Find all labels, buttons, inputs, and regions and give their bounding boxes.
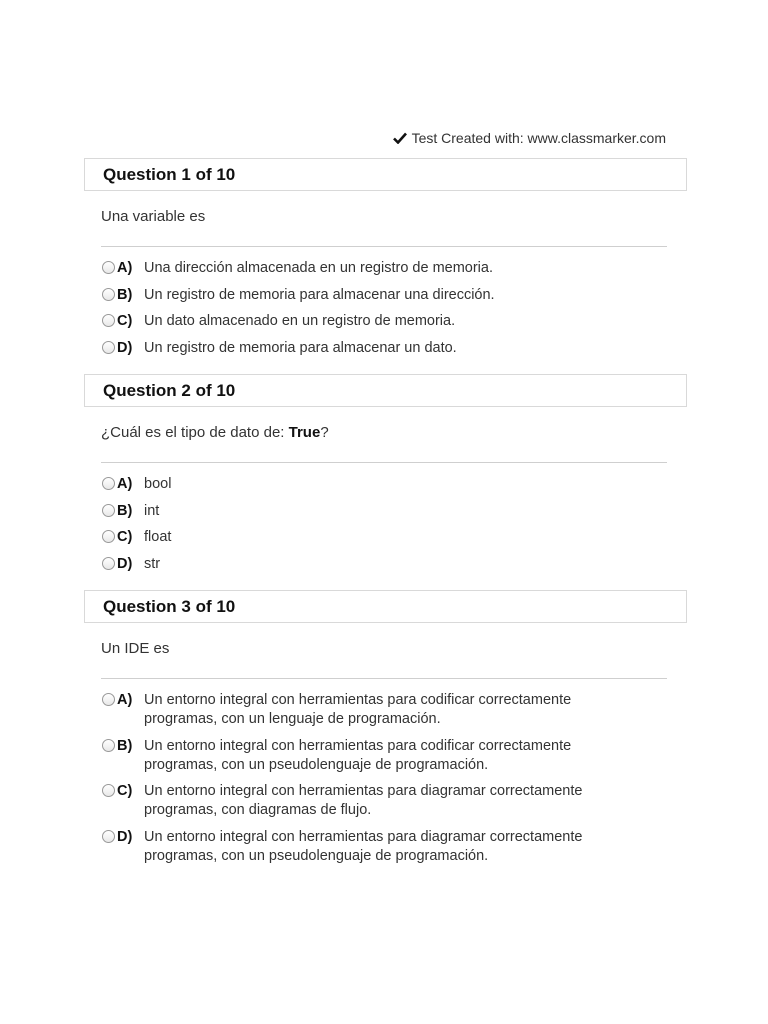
answer-option-d[interactable] (84, 339, 687, 358)
classmarker-credit (393, 130, 666, 146)
answer-option-c[interactable] (84, 782, 687, 820)
answer-text: Un entorno integral con herramientas para codificar correctamente programas, con un lenguaje de programación. (144, 692, 572, 727)
answer-text: Un entorno integral con herramientas para diagramar correctamente programas, con un pseudolenguaje de programación. (144, 828, 583, 864)
question-1 (84, 158, 687, 365)
answer-letter: B) (117, 286, 133, 303)
divider (101, 246, 667, 247)
question-header: Question 3 of 10 (84, 590, 687, 623)
radio-button[interactable] (102, 314, 115, 327)
question-text: ¿Cuál es el tipo de dato de: True? (101, 424, 329, 441)
answer-text: Un registro de memoria para almacenar una dirección. (144, 286, 495, 303)
credit-text: Test Created with: www.classmarker.com (411, 130, 666, 146)
answer-text: int (144, 502, 160, 519)
radio-button[interactable] (102, 530, 115, 543)
radio-button[interactable] (102, 341, 115, 354)
question-2 (84, 374, 687, 581)
answer-option-a[interactable] (84, 691, 687, 729)
answer-letter: C) (117, 529, 133, 545)
answer-option-b[interactable] (84, 737, 687, 775)
answer-option-d[interactable] (84, 555, 687, 574)
answer-text: bool (144, 476, 172, 492)
radio-button[interactable] (102, 477, 115, 490)
question-header: Question 1 of 10 (84, 158, 687, 191)
divider (101, 678, 667, 679)
checkmark-icon (393, 132, 407, 144)
divider (101, 462, 667, 463)
radio-button[interactable] (102, 261, 115, 274)
answer-text: float (144, 529, 172, 545)
question-text: Un IDE es (101, 640, 170, 657)
answer-letter: A) (117, 692, 133, 708)
answer-option-c[interactable] (84, 312, 687, 331)
question-3 (84, 590, 687, 873)
answer-letter: C) (117, 783, 133, 799)
radio-button[interactable] (102, 830, 115, 843)
answer-letter: A) (117, 260, 133, 276)
answer-option-d[interactable] (84, 828, 687, 866)
answer-text: Un entorno integral con herramientas para diagramar correctamente programas, con diagramas de flujo. (144, 783, 583, 818)
answer-letter: D) (117, 828, 133, 845)
answer-option-a[interactable] (84, 259, 687, 278)
radio-button[interactable] (102, 739, 115, 752)
answer-letter: B) (117, 502, 133, 519)
radio-button[interactable] (102, 557, 115, 570)
radio-button[interactable] (102, 784, 115, 797)
radio-button[interactable] (102, 288, 115, 301)
answer-letter: C) (117, 313, 133, 329)
radio-button[interactable] (102, 693, 115, 706)
answer-option-c[interactable] (84, 528, 687, 547)
answer-option-a[interactable] (84, 475, 687, 494)
answer-option-b[interactable] (84, 286, 687, 305)
question-header: Question 2 of 10 (84, 374, 687, 407)
answer-text: Un registro de memoria para almacenar un dato. (144, 339, 457, 356)
radio-button[interactable] (102, 504, 115, 517)
answer-letter: B) (117, 737, 133, 754)
answer-text: Un dato almacenado en un registro de memoria. (144, 313, 456, 329)
answer-text: str (144, 555, 161, 572)
answer-letter: D) (117, 339, 133, 356)
question-text: Una variable es (101, 208, 206, 225)
answer-letter: D) (117, 555, 133, 572)
answer-option-b[interactable] (84, 502, 687, 521)
answer-letter: A) (117, 476, 133, 492)
answer-text: Un entorno integral con herramientas para codificar correctamente programas, con un pseudolenguaje de programación. (144, 737, 572, 773)
answer-text: Una dirección almacenada en un registro de memoria. (144, 260, 493, 276)
